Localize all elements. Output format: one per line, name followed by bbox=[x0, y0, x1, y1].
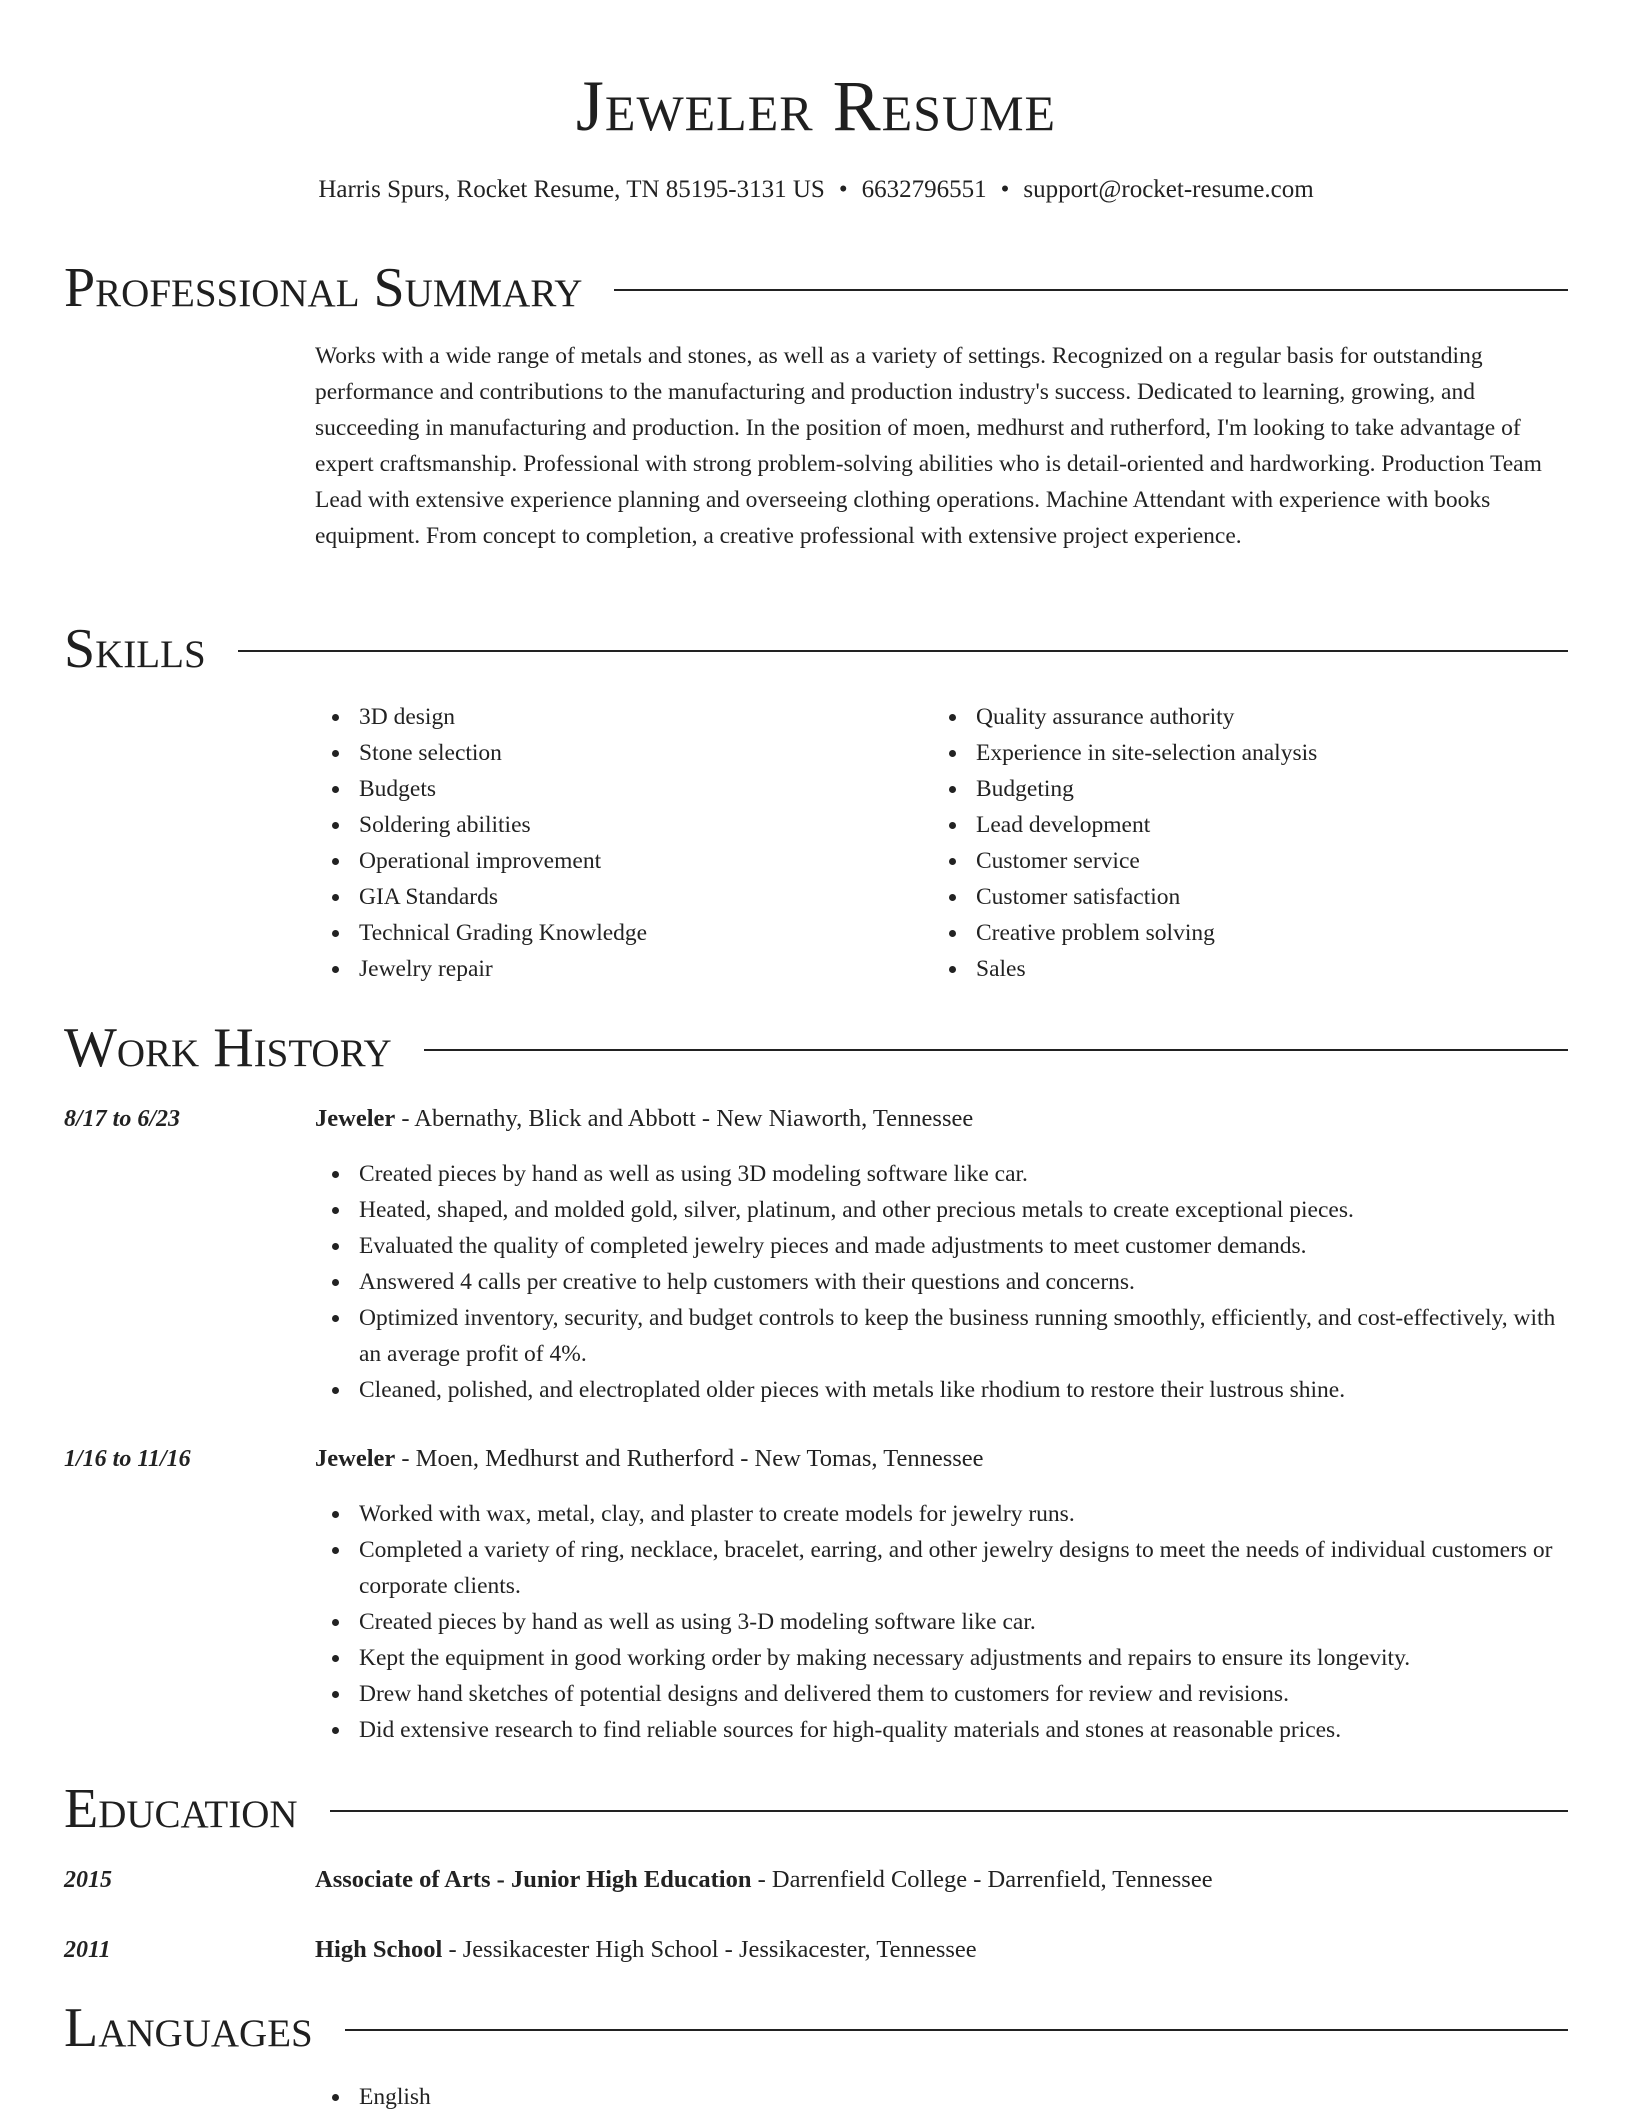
skill-item: Customer satisfaction bbox=[932, 879, 1317, 915]
job-bullets bbox=[315, 1496, 1568, 1748]
contact-phone: 6632796551 bbox=[861, 176, 987, 203]
skill-item: Operational improvement bbox=[315, 843, 647, 879]
job-dates: 1/16 to 11/16 bbox=[64, 1446, 191, 1472]
summary-text: Works with a wide range of metals and stones, as well as a variety of settings. Recognized on a regular basis for outstanding performance and contributions to the manufacturing and production industry's success. Dedicated to learning, growing, and succeeding in manufacturing and production. In the position of moen, medhurst and rutherford, I'm looking to take advantage of expert craftsmanship. Professional with strong problem-solving abilities who is detail-oriented and hardworking. Production Team Lead with extensive experience planning and overseeing clothing operations. Machine Attendant with experience with books equipment. From concept to completion, a creative professional with extensive project experience. bbox=[315, 343, 1542, 549]
skill-item: GIA Standards bbox=[315, 879, 647, 915]
section-title-education: Education bbox=[64, 1778, 298, 1840]
list-item: Completed a variety of ring, necklace, bracelet, earring, and other jewelry designs to meet the needs of individual customers or corporate clients. bbox=[315, 1532, 1568, 1604]
list-item: Drew hand sketches of potential designs and delivered them to customers for review and revisions. bbox=[315, 1676, 1568, 1712]
job-title bbox=[315, 1101, 973, 1137]
education-title bbox=[315, 1932, 977, 1968]
section-header-education bbox=[64, 1777, 1568, 1841]
list-item: Created pieces by hand as well as using 3D modeling software like car. bbox=[315, 1156, 1568, 1192]
education-title bbox=[315, 1862, 1213, 1898]
section-title-languages: Languages bbox=[64, 1997, 313, 2059]
contact-address: Harris Spurs, Rocket Resume, TN 85195-3131 US bbox=[318, 176, 825, 203]
education-details: - Darrenfield College - Darrenfield, Tennessee bbox=[751, 1866, 1213, 1893]
skill-item: 3D design bbox=[315, 699, 647, 735]
education-degree: Associate of Arts - Junior High Education bbox=[315, 1866, 752, 1893]
section-title-work: Work History bbox=[64, 1017, 392, 1079]
skill-item: Experience in site-selection analysis bbox=[932, 735, 1317, 771]
section-title-summary: Professional Summary bbox=[64, 257, 583, 319]
skill-item: Sales bbox=[932, 951, 1317, 987]
section-divider bbox=[345, 2029, 1568, 2031]
skill-item: Lead development bbox=[932, 807, 1317, 843]
skill-item: Stone selection bbox=[315, 735, 647, 771]
job-title bbox=[315, 1441, 984, 1477]
section-divider bbox=[238, 650, 1568, 652]
education-degree: High School bbox=[315, 1936, 443, 1963]
list-item: Heated, shaped, and molded gold, silver, platinum, and other precious metals to create exceptional pieces. bbox=[315, 1192, 1568, 1228]
education-details: - Jessikacester High School - Jessikacester, Tennessee bbox=[442, 1936, 977, 1963]
skill-item: Budgeting bbox=[932, 771, 1317, 807]
skill-item: Customer service bbox=[932, 843, 1317, 879]
education-year: 2015 bbox=[64, 1867, 112, 1893]
section-divider bbox=[614, 289, 1568, 291]
list-item: Answered 4 calls per creative to help customers with their questions and concerns. bbox=[315, 1264, 1568, 1300]
list-item: Cleaned, polished, and electroplated older pieces with metals like rhodium to restore their lustrous shine. bbox=[315, 1372, 1568, 1408]
skill-item: Creative problem solving bbox=[932, 915, 1317, 951]
list-item: Kept the equipment in good working order by making necessary adjustments and repairs to ensure its longevity. bbox=[315, 1640, 1568, 1676]
education-year: 2011 bbox=[64, 1937, 111, 1963]
skills-list-right bbox=[932, 699, 1317, 987]
skill-item: Jewelry repair bbox=[315, 951, 647, 987]
section-header-summary bbox=[64, 256, 1568, 320]
job-details: - Moen, Medhurst and Rutherford - New Tomas, Tennessee bbox=[395, 1445, 984, 1472]
section-divider bbox=[330, 1810, 1568, 1812]
language-item: English bbox=[315, 2079, 1568, 2115]
list-item: Evaluated the quality of completed jewelry pieces and made adjustments to meet customer demands. bbox=[315, 1228, 1568, 1264]
job-role: Jeweler bbox=[315, 1445, 396, 1472]
contact-separator: • bbox=[838, 176, 848, 203]
contact-separator: • bbox=[1000, 176, 1010, 203]
contact-email[interactable]: support@rocket-resume.com bbox=[1023, 176, 1314, 203]
job-dates: 8/17 to 6/23 bbox=[64, 1106, 181, 1132]
skill-item: Technical Grading Knowledge bbox=[315, 915, 647, 951]
list-item: Optimized inventory, security, and budget controls to keep the business running smoothly, efficiently, and cost-effectively, with an average profit of 4%. bbox=[315, 1300, 1568, 1372]
section-header-languages bbox=[64, 1996, 1568, 2060]
section-header-work bbox=[64, 1016, 1568, 1080]
section-header-skills bbox=[64, 617, 1568, 681]
list-item: Did extensive research to find reliable sources for high-quality materials and stones at reasonable prices. bbox=[315, 1712, 1568, 1748]
job-role: Jeweler bbox=[315, 1105, 396, 1132]
skill-item: Soldering abilities bbox=[315, 807, 647, 843]
section-divider bbox=[424, 1049, 1568, 1051]
skill-item: Quality assurance authority bbox=[932, 699, 1317, 735]
job-details: - Abernathy, Blick and Abbott - New Niaworth, Tennessee bbox=[395, 1105, 974, 1132]
skills-list-left bbox=[315, 699, 647, 987]
languages-list bbox=[315, 2079, 1568, 2115]
section-title-skills: Skills bbox=[64, 618, 206, 680]
job-bullets bbox=[315, 1156, 1568, 1408]
contact-line bbox=[64, 172, 1568, 208]
skill-item: Budgets bbox=[315, 771, 647, 807]
list-item: Created pieces by hand as well as using 3-D modeling software like car. bbox=[315, 1604, 1568, 1640]
resume-title: Jeweler Resume bbox=[575, 66, 1057, 146]
list-item: Worked with wax, metal, clay, and plaster to create models for jewelry runs. bbox=[315, 1496, 1568, 1532]
